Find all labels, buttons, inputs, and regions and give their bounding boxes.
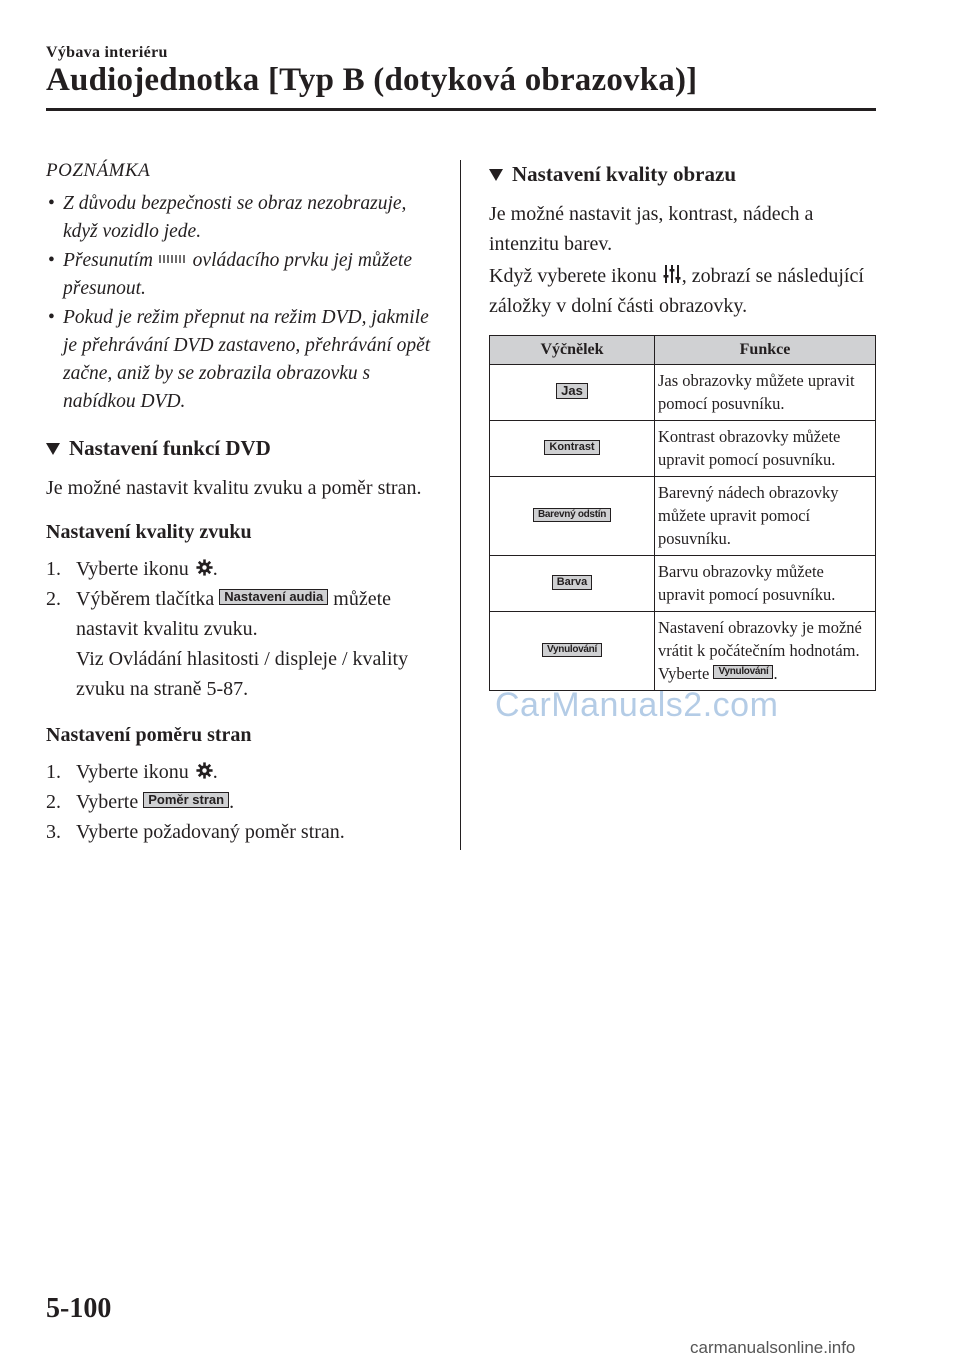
note-item-2 xyxy=(46,247,441,303)
section-label: Výbava interiéru xyxy=(46,44,168,61)
triangle-down-icon xyxy=(489,169,503,181)
reset-select-text: Vyberte xyxy=(658,664,710,683)
sound-step-2-ref: Viz Ovládání hlasitosti / displeje / kvality zvuku na straně 5-87. xyxy=(76,648,409,700)
bullet-icon: • xyxy=(48,307,55,328)
table-row xyxy=(490,421,876,477)
aspect-step-1-text: Vyberte ikonu xyxy=(76,761,189,783)
step-number: 3. xyxy=(46,821,61,843)
sound-step-1 xyxy=(46,554,441,584)
bullet-icon: • xyxy=(48,250,55,271)
note-heading: POZNÁMKA xyxy=(46,160,151,181)
period: . xyxy=(212,761,218,783)
aspect-step-1 xyxy=(46,757,441,787)
color-tab-button[interactable]: Barva xyxy=(552,575,593,590)
step-number: 1. xyxy=(46,558,61,580)
triangle-down-icon xyxy=(46,443,60,455)
reset-tab-button[interactable]: Vynulování xyxy=(542,643,602,657)
period: . xyxy=(773,664,778,683)
image-tabs-info xyxy=(489,261,879,321)
image-intro: Je možné nastavit jas, kontrast, nádech a intenzitu barev. xyxy=(489,203,814,255)
note-item-2-after: ovládacího prvku jej můžete přesunout. xyxy=(63,250,412,299)
note-item-3 xyxy=(46,304,441,416)
aspect-step-2 xyxy=(46,787,441,817)
note-item-1-text: Z důvodu bezpečnosti se obraz nezobrazuje, když vozidlo jede. xyxy=(63,193,407,242)
image-tabs-info-after: , zobrazí se následující záložky v dolní části obrazovky. xyxy=(489,265,864,317)
contrast-tab-button[interactable]: Kontrast xyxy=(544,440,599,455)
right-column xyxy=(489,160,879,691)
table-cell-tab xyxy=(490,477,655,556)
table-cell-function xyxy=(655,612,876,691)
gear-icon xyxy=(196,762,213,779)
footer-site: carmanualsonline.info xyxy=(690,1338,856,1357)
note-item-1 xyxy=(46,190,441,246)
reset-button[interactable]: Vynulování xyxy=(713,665,773,679)
sound-step-1-text: Vyberte ikonu xyxy=(76,558,189,580)
aspect-step-3 xyxy=(46,817,441,847)
note-item-2-before: Přesunutím xyxy=(63,250,153,271)
step-number: 1. xyxy=(46,761,61,783)
aspect-step-2-text: Vyberte xyxy=(76,791,139,813)
watermark: CarManuals2.com xyxy=(495,686,779,724)
column-divider xyxy=(460,160,461,850)
table-row xyxy=(490,365,876,421)
image-quality-heading xyxy=(489,162,879,187)
title-rule xyxy=(46,108,876,111)
aspect-ratio-button[interactable]: Poměr stran xyxy=(143,792,229,808)
audio-settings-button[interactable]: Nastavení audia xyxy=(219,589,328,605)
image-quality-heading-text: Nastavení kvality obrazu xyxy=(512,162,737,186)
step-number: 2. xyxy=(46,588,61,610)
table-cell-function: Barevný nádech obrazovky můžete upravit pomocí posuvníku. xyxy=(655,477,876,556)
equalizer-icon xyxy=(662,264,682,284)
table-cell-tab xyxy=(490,612,655,691)
page-number: 5-100 xyxy=(46,1293,112,1324)
sound-step-2-before: Výběrem tlačítka xyxy=(76,588,215,610)
brightness-tab-button[interactable]: Jas xyxy=(556,383,588,399)
table-cell-tab xyxy=(490,421,655,477)
tint-tab-button[interactable]: Barevný odstín xyxy=(533,508,611,522)
dvd-settings-heading xyxy=(46,436,441,461)
sound-step-2 xyxy=(46,584,441,704)
table-cell-function: Jas obrazovky můžete upravit pomocí posuvníku. xyxy=(655,365,876,421)
note-item-3-text: Pokud je režim přepnut na režim DVD, jakmile je přehrávání DVD zastaveno, přehrávání opět začne, aniž by se zobrazila obrazovku s nabídkou DVD. xyxy=(63,307,431,412)
sound-step-2-after: můžete nastavit kvalitu zvuku. xyxy=(76,588,392,640)
table-cell-function: Kontrast obrazovky můžete upravit pomocí posuvníku. xyxy=(655,421,876,477)
table-header-row xyxy=(490,336,876,365)
aspect-ratio-heading: Nastavení poměru stran xyxy=(46,724,252,746)
page-title: Audiojednotka [Typ B (dotyková obrazovka)] xyxy=(46,62,698,98)
period: . xyxy=(212,558,218,580)
dvd-settings-heading-text: Nastavení funkcí DVD xyxy=(69,436,271,460)
left-column xyxy=(46,160,441,847)
sound-quality-heading: Nastavení kvality zvuku xyxy=(46,521,252,543)
table-cell-function: Barvu obrazovky můžete upravit pomocí posuvníku. xyxy=(655,556,876,612)
table-row xyxy=(490,612,876,691)
step-number: 2. xyxy=(46,791,61,813)
gear-icon xyxy=(196,559,213,576)
aspect-step-3-text: Vyberte požadovaný poměr stran. xyxy=(76,821,345,843)
bullet-icon: • xyxy=(48,193,55,214)
image-settings-table xyxy=(489,335,876,691)
table-cell-tab xyxy=(490,556,655,612)
table-header-function: Funkce xyxy=(655,336,876,365)
table-row xyxy=(490,477,876,556)
table-row xyxy=(490,556,876,612)
drag-handle-icon xyxy=(158,254,188,264)
image-tabs-info-before: Když vyberete ikonu xyxy=(489,265,657,287)
period: . xyxy=(229,791,235,813)
dvd-intro: Je možné nastavit kvalitu zvuku a poměr stran. xyxy=(46,477,422,499)
reset-function-text: Nastavení obrazovky je možné vrátit k počátečním hodnotám. xyxy=(658,618,862,660)
table-cell-tab xyxy=(490,365,655,421)
table-header-tab: Výčnělek xyxy=(490,336,655,365)
